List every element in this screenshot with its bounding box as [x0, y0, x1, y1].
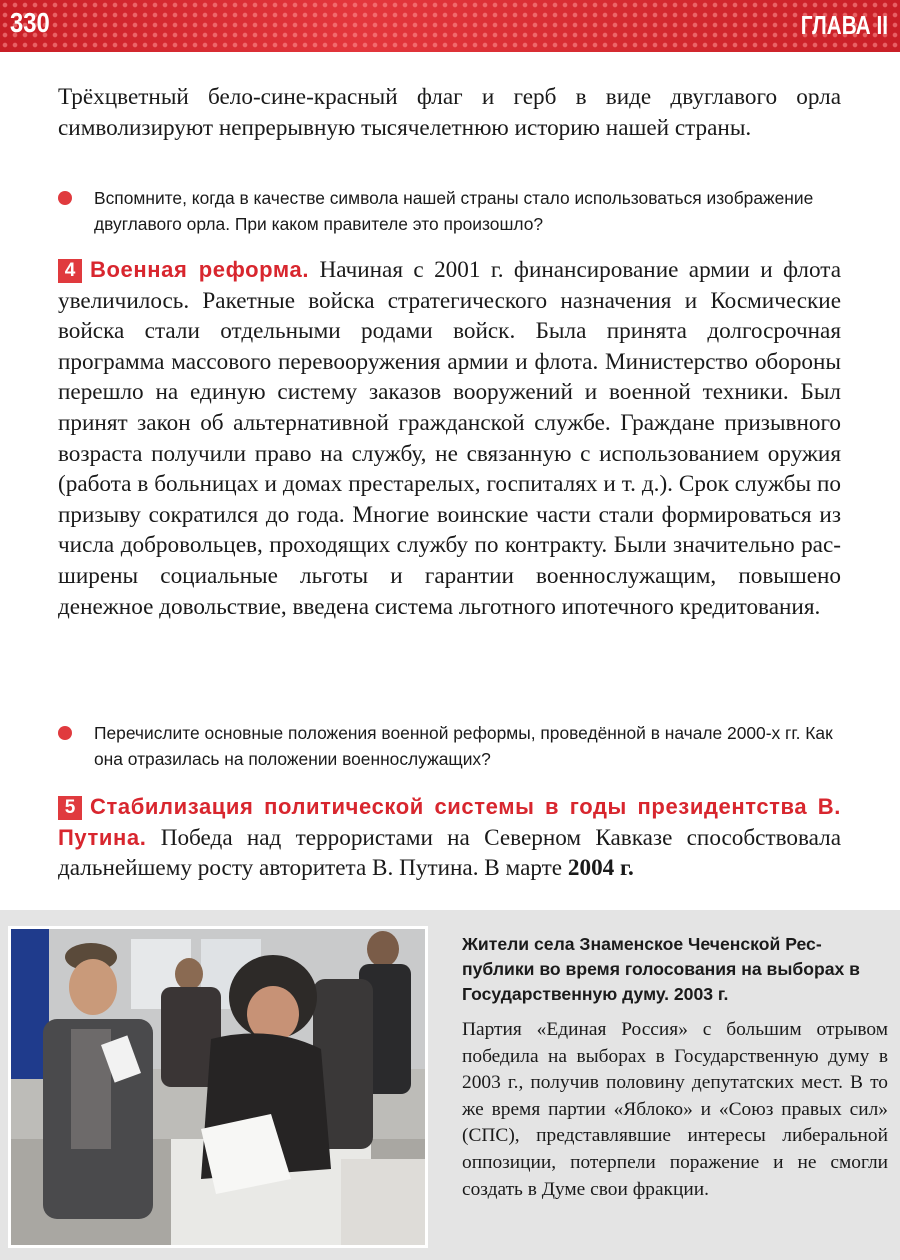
question-text: Вспомните, когда в качестве символа нашей страны стало использоваться изображение двуглавого орла. При каком правителе это произошло?	[94, 188, 814, 234]
section-political-stabilization	[58, 792, 841, 884]
question-bullet-icon	[58, 726, 72, 740]
question-military-reform	[58, 720, 841, 772]
section-title: Стабилизация политической системы в годы президентства В. Путина.	[58, 794, 841, 850]
caption-title: Жители села Знаменское Чеченской Республики во время голосования на выборах в Государственную думу. 2003 г.	[462, 934, 860, 1004]
section-military-reform	[58, 255, 841, 622]
photo-caption	[462, 932, 888, 1203]
page-header	[0, 0, 900, 52]
photo-caption-panel	[0, 910, 900, 1260]
section-text: Победа над террористами на Северном Кавказе способствовала дальнейшему росту авторитета В. Путина. В марте	[58, 824, 841, 882]
chapter-label: ГЛАВА II	[800, 10, 888, 40]
question-double-headed-eagle	[58, 185, 841, 237]
section-year: 2004 г.	[567, 855, 634, 882]
question-text: Перечислите основные положения военной реформы, проведённой в начале 2000-х гг. Как она отразилась на положении военнослужащих?	[94, 723, 833, 769]
page-number: 330	[10, 7, 50, 38]
section-title: Военная реформа.	[90, 257, 310, 282]
paragraph-flag-emblem: Трёхцветный бело-сине-красный флаг и герб в виде двуглавого орла символизируют непрерывную тысячелетнюю историю нашей страны.	[58, 84, 841, 141]
voting-photo	[8, 926, 428, 1248]
section-text: Начиная с 2001 г. финансирование армии и флота увеличилось. Ракетные войска стратегического назначения и Космические войска стали отдельными родами войск. Была принята долгосрочная программа массового перевооружения армии и флота. Министерство обороны перешло на единую систему заказов вооружений и военной техники. Был принят закон об альтернативной гражданской службе. Граждане призывного возраста получили право на службу, не связанную с использованием оружия (работа в больницах и домах престарелых, госпиталях и т. д.). Срок службы по призыву сократился до года. Многие воинские части стали формироваться из числа добровольцев, проходящих службу по контракту. Были значительно расширены социальные льготы и гарантии военнослужащим, повышено денежное довольствие, введена система льготного ипотечного кредитования.	[58, 257, 842, 620]
section-number-badge: 4	[58, 259, 82, 283]
question-bullet-icon	[58, 191, 72, 205]
section-number-badge: 5	[58, 796, 82, 820]
caption-body: Партия «Единая Россия» с большим отрывом победила на выборах в Государственную думу в 2003 г., получив половину депутатских мест. В то же время партии «Яблоко» и «Союз правых сил» (СПС), представлявшие интересы либеральной оппозиции, потерпели поражение и не смогли создать в Думе свои фракции.	[462, 1019, 888, 1200]
